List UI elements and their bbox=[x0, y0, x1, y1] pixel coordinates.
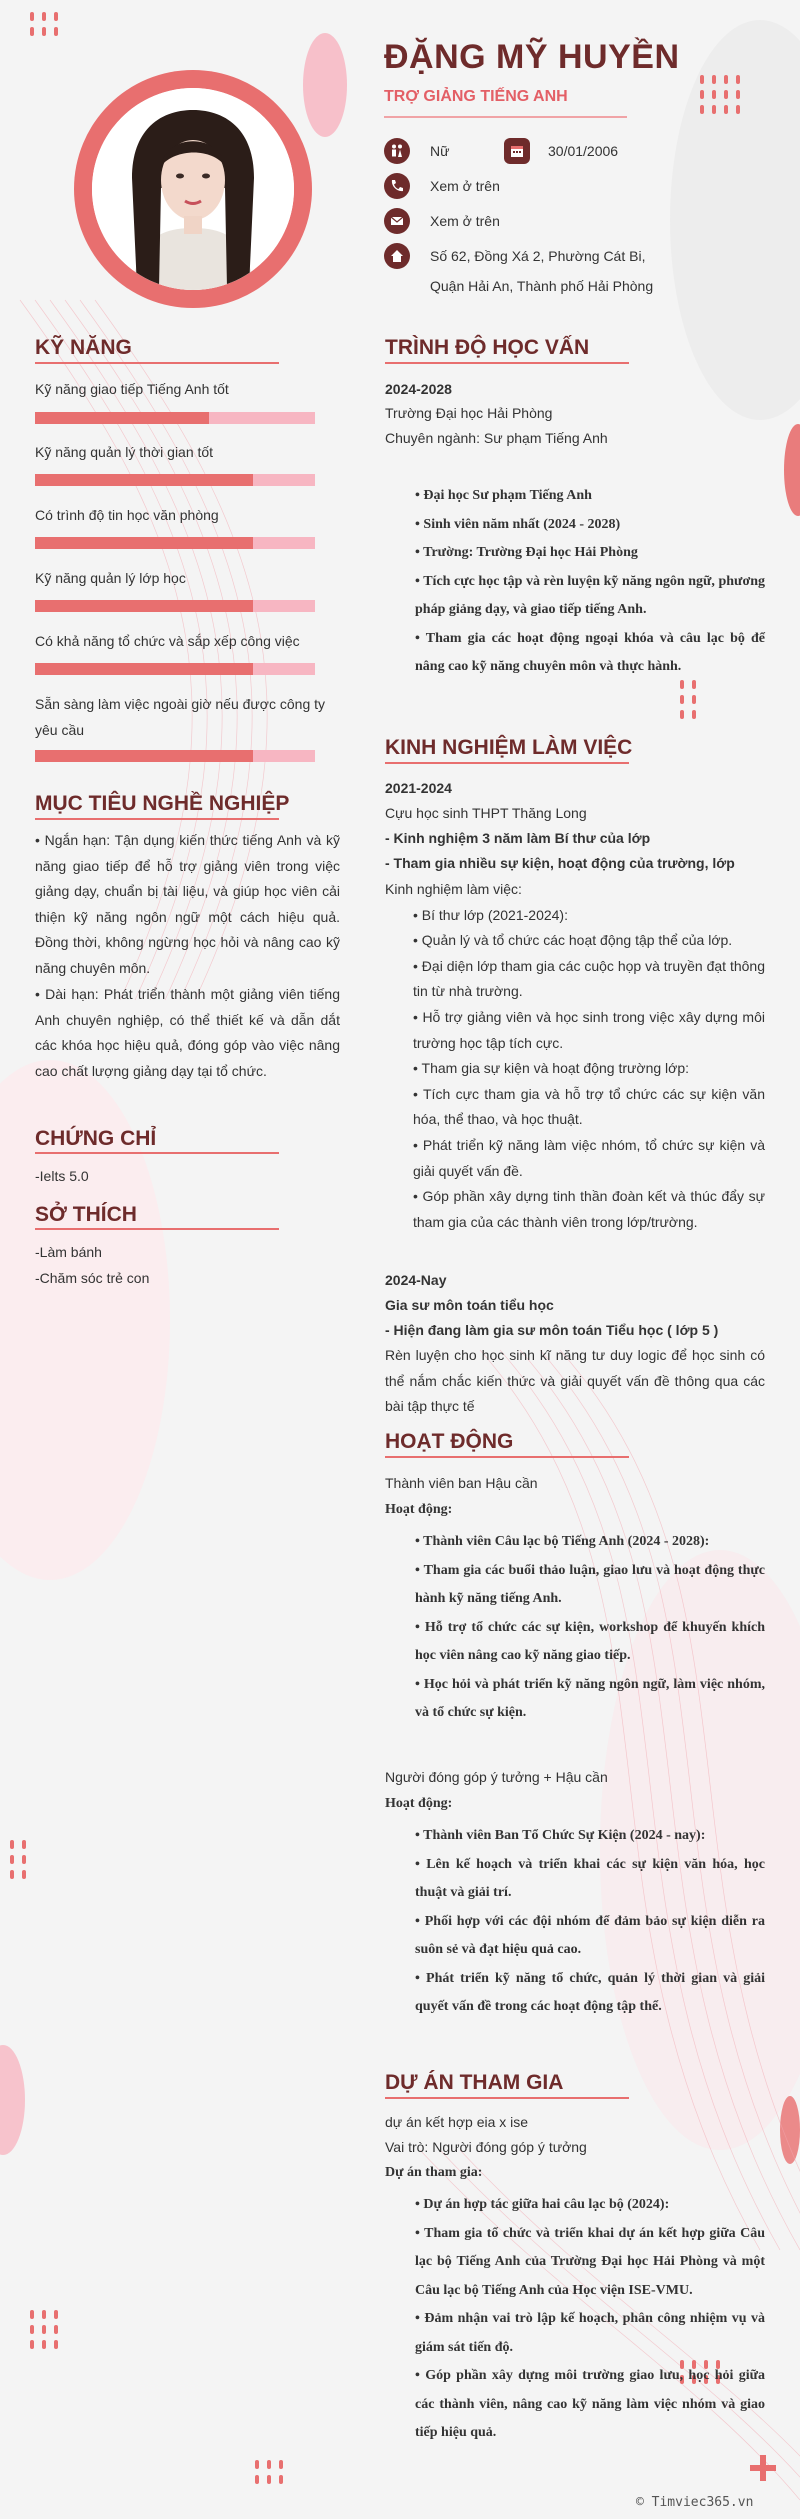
objective-title: MỤC TIÊU NGHỀ NGHIỆP bbox=[35, 792, 290, 815]
job-detail-line: Rèn luyện cho học sinh kĩ năng tư duy logic để học sinh có thể nắm chắc kiến thức và giải quyết vấn đề thông qua các bài tập thực tế bbox=[385, 1347, 765, 1415]
section-underline bbox=[385, 2097, 629, 2099]
job-detail-line: • Phát triển kỹ năng làm việc nhóm, tổ chức sự kiện và giải quyết vấn đề. bbox=[413, 1136, 765, 1179]
skill-bar bbox=[35, 537, 315, 549]
activity-role: Người đóng góp ý tưởng + Hậu cần bbox=[385, 1769, 608, 1785]
activity-bullet: • Phát triển kỹ năng tổ chức, quản lý thời gian và giải quyết vấn đề trong các hoạt động tập thể. bbox=[415, 1970, 765, 2014]
education-school: Trường Đại học Hải Phòng bbox=[385, 405, 553, 421]
education-bullet: • Tham gia các hoạt động ngoại khóa và câu lạc bộ để nâng cao kỹ năng chuyên môn và thực hành. bbox=[415, 630, 765, 674]
activity-bullet: • Hỗ trợ tổ chức các sự kiện, workshop để khuyến khích học viên nâng cao kỹ năng giao tiếp. bbox=[415, 1619, 765, 1663]
projects-title: DỰ ÁN THAM GIA bbox=[385, 2071, 564, 2094]
skill-bar bbox=[35, 474, 315, 486]
skill-bar bbox=[35, 600, 315, 612]
section-underline bbox=[35, 362, 279, 364]
job-org: Gia sư môn toán tiểu học bbox=[385, 1297, 554, 1313]
portrait-photo bbox=[92, 88, 294, 290]
activities-title: HOẠT ĐỘNG bbox=[385, 1430, 514, 1453]
skill-bar bbox=[35, 412, 315, 424]
skill-label: Kỹ năng quản lý thời gian tốt bbox=[35, 444, 214, 460]
job-detail-line: • Bí thư lớp (2021-2024): bbox=[413, 906, 568, 923]
job-org: Cựu học sinh THPT Thăng Long bbox=[385, 805, 587, 821]
activity-bullet: • Thành viên Câu lạc bộ Tiếng Anh (2024 - 2028): bbox=[415, 1534, 710, 1549]
skill-label: Có trình độ tin học văn phòng bbox=[35, 507, 219, 523]
section-underline bbox=[385, 1456, 629, 1458]
portrait-illustration bbox=[92, 88, 294, 290]
job-highlight: - Hiện đang làm gia sư môn toán Tiểu học ( lớp 5 ) bbox=[385, 1322, 719, 1338]
job-detail-line: • Góp phần xây dựng tinh thần đoàn kết và thúc đẩy sự tham gia của các thành viên trong lớp/trường. bbox=[413, 1188, 765, 1230]
job-highlight: - Kinh nghiệm 3 năm làm Bí thư của lớp bbox=[385, 830, 651, 846]
activity-bullet: • Phối hợp với các đội nhóm để đảm bảo sự kiện diễn ra suôn sẻ và đạt hiệu quả cao. bbox=[415, 1913, 765, 1957]
education-bullet: • Sinh viên năm nhất (2024 - 2028) bbox=[415, 516, 621, 532]
job-detail-line: • Tham gia sự kiện và hoạt động trường lớp: bbox=[413, 1060, 690, 1077]
skill-label: Kỹ năng giao tiếp Tiếng Anh tốt bbox=[35, 381, 229, 397]
skill-label: Kỹ năng quản lý lớp học bbox=[35, 570, 186, 586]
avatar bbox=[74, 70, 312, 308]
candidate-name: ĐẶNG MỸ HUYỀN bbox=[384, 38, 680, 76]
decor-dots bbox=[10, 1840, 28, 1879]
skill-bar-fill bbox=[35, 412, 209, 424]
address-line-1: Số 62, Đồng Xá 2, Phường Cát Bi, bbox=[430, 248, 646, 264]
activity-bullet: • Thành viên Ban Tổ Chức Sự Kiện (2024 - nay): bbox=[415, 1828, 706, 1843]
phone-icon bbox=[384, 173, 410, 199]
education-bullet: • Trường: Trường Đại học Hải Phòng bbox=[415, 545, 638, 560]
activity-heading: Hoạt động: bbox=[385, 1502, 453, 1517]
skill-bar bbox=[35, 663, 315, 675]
gender-icon bbox=[384, 138, 410, 164]
hobbies-title: SỞ THÍCH bbox=[35, 1203, 137, 1226]
education-period: 2024-2028 bbox=[385, 381, 452, 397]
education-bullet: • Tích cực học tập và rèn luyện kỹ năng ngôn ngữ, phương pháp giảng dạy, và giao tiếp tiếng Anh. bbox=[415, 573, 765, 617]
birthday-value: 30/01/2006 bbox=[548, 143, 619, 159]
job-detail-line: Kinh nghiệm làm việc: bbox=[385, 881, 522, 897]
project-bullet: • Dự án hợp tác giữa hai câu lạc bộ (2024): bbox=[415, 2197, 670, 2212]
address-line-2: Quận Hải An, Thành phố Hải Phòng bbox=[430, 278, 654, 294]
gender-value: Nữ bbox=[430, 143, 450, 159]
section-underline bbox=[385, 762, 629, 764]
activity-bullet: • Học hỏi và phát triển kỹ năng ngôn ngữ, làm việc nhóm, và tổ chức sự kiện. bbox=[415, 1676, 765, 1720]
section-underline bbox=[385, 362, 629, 364]
activity-bullets bbox=[385, 1528, 765, 1728]
project-bullet: • Đảm nhận vai trò lập kế hoạch, phân công nhiệm vụ và giám sát tiến độ. bbox=[415, 2311, 765, 2355]
certificates-title: CHỨNG CHỈ bbox=[35, 1127, 157, 1150]
decor-dots bbox=[30, 12, 60, 36]
education-major: Chuyên ngành: Sư phạm Tiếng Anh bbox=[385, 430, 608, 446]
job-detail-line: • Tích cực tham gia và hỗ trợ tổ chức các sự kiện văn hóa, thể thao, và học thuật. bbox=[413, 1085, 765, 1128]
job-detail-line: • Quản lý và tổ chức các hoạt động tập thể của lớp. bbox=[413, 932, 733, 949]
email-icon bbox=[384, 208, 410, 234]
job-period: 2021-2024 bbox=[385, 780, 452, 796]
hobby-item: -Chăm sóc trẻ con bbox=[35, 1270, 150, 1286]
skill-bar-fill bbox=[35, 474, 253, 486]
skill-bar-fill bbox=[35, 537, 253, 549]
project-heading: Dự án tham gia: bbox=[385, 2165, 483, 2180]
skill-bar-fill bbox=[35, 750, 253, 762]
project-bullet: • Tham gia tổ chức và triển khai dự án kết hợp giữa Câu lạc bộ Tiếng Anh của Trường Đại học Hải Phòng và một Câu lạc bộ Tiếng Anh của Học viện ISE-VMU. bbox=[415, 2225, 765, 2298]
skill-bar-fill bbox=[35, 663, 253, 675]
skill-label: Có khả năng tổ chức và sắp xếp công việc bbox=[35, 633, 300, 649]
job-detail-line: • Đại diện lớp tham gia các cuộc họp và truyền đạt thông tin từ nhà trường. bbox=[413, 957, 765, 1000]
project-bullet: • Góp phần xây dựng môi trường giao lưu, học hỏi giữa các thành viên, nâng cao kỹ năng làm việc nhóm và giao tiếp hiệu quả. bbox=[415, 2368, 765, 2440]
activity-heading: Hoạt động: bbox=[385, 1796, 453, 1811]
skill-label: Sẵn sàng làm việc ngoài giờ nếu được công ty yêu cầu bbox=[35, 696, 326, 738]
job-detail-line: • Hỗ trợ giảng viên và học sinh trong việc xây dựng môi trường học tập tích cực. bbox=[413, 1008, 765, 1051]
job-period: 2024-Nay bbox=[385, 1272, 447, 1288]
experience-title: KINH NGHIỆM LÀM VIỆC bbox=[385, 736, 633, 759]
job-title: TRỢ GIẢNG TIẾNG ANH bbox=[384, 88, 568, 105]
certificate-item: -Ielts 5.0 bbox=[35, 1168, 89, 1184]
job-highlight: - Tham gia nhiều sự kiện, hoạt động của trường, lớp bbox=[385, 855, 735, 871]
objective-long-term: • Dài hạn: Phát triển thành một giảng viên tiếng Anh chuyên nghiệp, có thể thiết kế và dẫn dắt các khóa học hiệu quả, đóng góp vào việc nâng cao chất lượng giảng dạy tại tổ chức. bbox=[35, 986, 340, 1079]
activity-bullet: • Tham gia các buổi thảo luận, giao lưu và hoạt động thực hành kỹ năng tiếng Anh. bbox=[415, 1562, 765, 1606]
watermark: © Timviec365.vn bbox=[636, 2495, 754, 2510]
skill-bar-fill bbox=[35, 600, 253, 612]
section-underline bbox=[35, 1152, 279, 1154]
education-bullet: • Đại học Sư phạm Tiếng Anh bbox=[415, 488, 592, 503]
skill-bar bbox=[35, 750, 315, 762]
decor-dots bbox=[30, 2310, 60, 2349]
title-underline bbox=[384, 116, 627, 118]
project-bullets bbox=[385, 2191, 765, 2448]
email-value: Xem ở trên bbox=[430, 213, 500, 229]
skills-title: KỸ NĂNG bbox=[35, 336, 132, 359]
project-role: Vai trò: Người đóng góp ý tưởng bbox=[385, 2139, 587, 2155]
education-title: TRÌNH ĐỘ HỌC VẤN bbox=[385, 336, 590, 359]
activity-bullet: • Lên kế hoạch và triển khai các sự kiện văn hóa, học thuật và giải trí. bbox=[415, 1856, 765, 1900]
calendar-icon bbox=[504, 138, 530, 164]
activity-role: Thành viên ban Hậu cần bbox=[385, 1475, 538, 1491]
project-name: dự án kết hợp eia x ise bbox=[385, 2114, 529, 2130]
objective-short-term: • Ngắn hạn: Tận dụng kiến thức tiếng Anh và kỹ năng giao tiếp để hỗ trợ giảng viên trong việc giảng dạy, chuẩn bị tài liệu, và giúp học viên cải thiện kỹ năng ngôn ngữ một cách hiệu quả. Đồng thời, không ngừng học hỏi và nâng cao kỹ năng chuyên môn. bbox=[35, 832, 340, 976]
job-details bbox=[385, 877, 765, 1235]
decor-dots bbox=[700, 75, 742, 114]
section-underline bbox=[35, 1228, 279, 1230]
education-bullets bbox=[385, 482, 765, 682]
activity-bullets bbox=[385, 1822, 765, 2022]
home-icon bbox=[384, 243, 410, 269]
decor-dots bbox=[255, 2460, 285, 2484]
section-underline bbox=[35, 818, 279, 820]
phone-value: Xem ở trên bbox=[430, 178, 500, 194]
hobby-item: -Làm bánh bbox=[35, 1244, 102, 1260]
decor-dots bbox=[680, 680, 698, 719]
